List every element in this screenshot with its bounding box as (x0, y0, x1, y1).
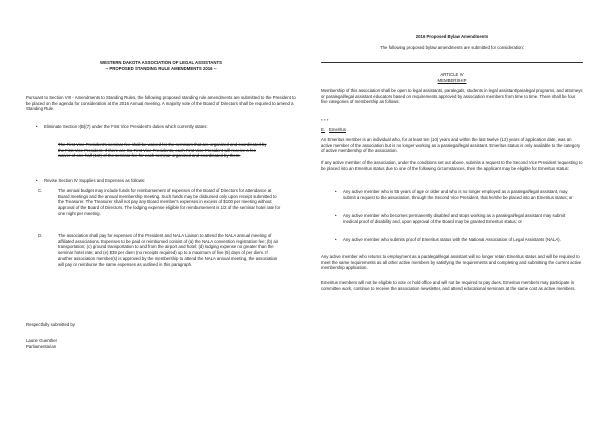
item-c (38, 188, 282, 217)
bullet-eliminate (36, 124, 296, 130)
signer-name: Laurie Guenther (26, 338, 58, 343)
section-e-heading (321, 127, 581, 133)
item-c-label: C. (38, 188, 43, 193)
right-document-page (321, 0, 583, 424)
ellipsis-separator: * * * (321, 118, 329, 123)
bullet-revise (36, 178, 296, 184)
section-e-label: E. (321, 127, 326, 132)
article-heading: ARTICLE IV (440, 72, 464, 77)
right-subtitle: The following proposed bylaw amendments are submitted for consideration: (379, 45, 525, 50)
bullet-icon: • (36, 124, 38, 129)
intro-paragraph: Pursuant to Section VIII - Amendments to Standing Rules, the following proposed standing rule amendments are submitted to the President to be placed on the agenda for consideration at the 2016 Annual meeting. A majority vote of the Board of Directors shall be required to amend a Standing Rule. (26, 95, 296, 112)
left-title-line2: -- PROPOSED STANDING RULE AMENDMENTS 2016 -- (105, 66, 217, 71)
item-d-label: D. (38, 233, 43, 238)
bullet-revise-text: Revise Section IV Supplies and Expenses as follows: (44, 178, 146, 183)
struck-seminar-fee-text: The First Vice President's seminar fee shall be waived for the seminars that are organized and coordinated by the First Vice President. If there are Co-First Vice Presidents, each First Vice President will receive a fee waiver of one-half (1/2) of the seminar fee for each seminar organized and coordinated by them. (58, 142, 267, 159)
criterion-nala-text: Any active member who submits proof of Emeritus status with the National Association of Legal Assistants (NALA). (343, 237, 561, 242)
eligibility-paragraph: If any active member of the association, under the conditions set out above, submits a request to the Second Vice President requesting to be placed into an Emeritus status due to one of the following circumstances, then the applicant may be eligible for Emeritus status: (321, 160, 583, 171)
item-d (38, 233, 282, 267)
bullet-icon: • (36, 178, 38, 183)
section-divider (321, 62, 583, 63)
criterion-age-text: Any active member who is 55 years of age or older and who is no longer employed as a paralegal/legal assistant, may submit a request to the association, through the Second Vice President, that he/she be placed into an Emeritus status; or (343, 189, 573, 200)
emeritus-rights-paragraph: Emeritus members will not be eligible to vote or hold office and will not be required to pay dues. Emeritus members may participate in committee work, continue to receive the association newsletter, and attend educational seminars at the same cost as active members. (321, 280, 576, 291)
emeritus-definition: An Emeritus member is an individual who, for at least ten (10) years and within the last twelve (12) years of application date, was an active member of the association but is no longer working as a paralegal/legal assistant. Emeritus status is only available to the category of active membership of the association. (321, 137, 581, 154)
criterion-disability-text: Any active member who becomes permanently disabled and stops working as a paralegal/legal assistant may submit medical proof of disability and, upon approval of the Board may be granted Emeritus status; or (343, 213, 566, 224)
return-to-work-paragraph: Any active member who returns to employment as a paralegal/legal assistant will no longer retain Emeritus status and will be required to meet the same requirements as all other active members by satisfying the requirements and completing and submitting the current active membership application. (321, 254, 582, 271)
submitted-by: Respectfully submitted by (26, 322, 75, 327)
membership-paragraph: Membership of this association shall be open to legal assistants, paralegals, students in legal assistant/paralegal programs, and attorneys or paralegal/legal assistant educators based on requirements approved by association members from time to time. There shall be four five categories of membership as follows: (321, 88, 583, 105)
diamond-bullet-icon: • (335, 237, 337, 242)
signer-title: Parliamentarian (26, 344, 57, 349)
bullet-eliminate-text: Eliminate Section I(B)(7) under the First Vice President's duties which currently states: (44, 124, 208, 129)
diamond-bullet-icon: • (335, 213, 337, 218)
item-c-text: The annual budget may include funds for reimbursement of expenses of the Board of Directors for attendance at Board meetings and the annual membership meeting. Such funds may be disbursed only upon receipt submitted to the Treasurer. The Treasurer shall not pay any Board member's expenses in excess of $100 per meeting without approval of the Board of Directors. The lodging expense eligible for reimbursement is 1/2 of the seminar hotel rate for one night per meeting. (58, 188, 281, 216)
section-e-name: Emeritus (329, 127, 346, 132)
diamond-bullet-icon: • (335, 189, 337, 194)
emeritus-criterion-age (335, 189, 581, 200)
emeritus-criterion-disability (335, 213, 581, 224)
right-title: 2016 Proposed Bylaw Amendments (415, 34, 489, 39)
article-name: MEMBERSHIP (437, 78, 467, 83)
item-d-text: The association shall pay for expenses of the President and NALA Liaison to attend the NALA annual meeting of affiliated associations. Expenses to be paid or reimbursed consist of (a) the NALA convention registration fee; (b) air transportation; (c) ground transportation to and from the airport and hotel; (d) lodging expense no greater than the seminar hotel rate; and (e) $39 per diem (no receipts required) up to a maximum of five (5) days of per diem. If another association member(s) is approved by the membership to attend the NALA annual meeting, the association will pay or reimburse the same expenses as outlined in this paragraph. (58, 233, 279, 267)
emeritus-criterion-nala (335, 237, 581, 243)
left-document-page (26, 0, 296, 424)
left-title-line1: WESTERN DAKOTA ASSOCIATION OF LEGAL ASSISTANTS (100, 60, 222, 65)
